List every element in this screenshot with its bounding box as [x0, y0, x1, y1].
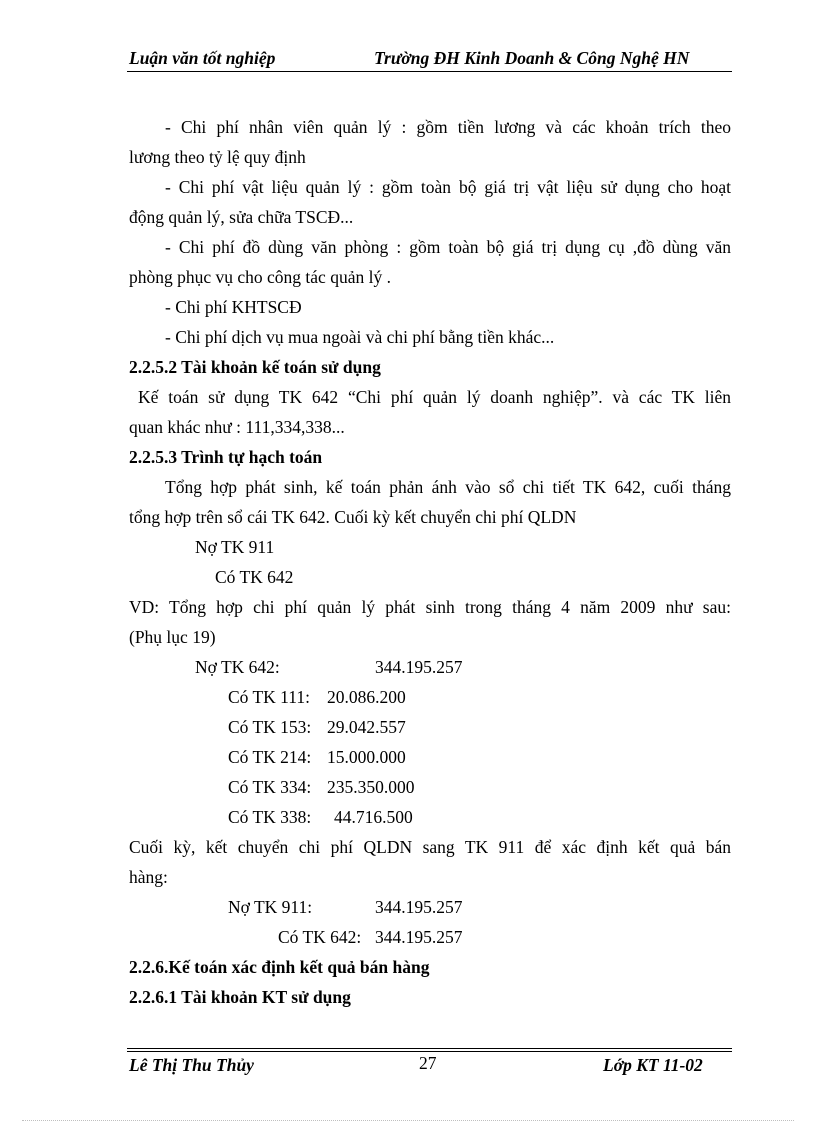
je-row [129, 652, 731, 682]
je-row [129, 682, 731, 712]
je2-label: Có TK 642: [278, 927, 362, 947]
footer-rule-bottom [127, 1051, 732, 1052]
p8-line2: (Phụ lục 19) [129, 627, 216, 647]
p2-line2: động quản lý, sửa chữa TSCĐ... [129, 207, 354, 227]
p7-line1: Tổng hợp phát sinh, kế toán phản ánh vào sổ chi tiết TK 642, cuối tháng [165, 477, 731, 497]
header-left: Luận văn tốt nghiệp [129, 48, 276, 68]
p1-line2: lương theo tỷ lệ quy định [129, 147, 306, 167]
p3-line2: phòng phục vụ cho công tác quản lý . [129, 267, 391, 287]
je-label: Có TK 214: [228, 747, 312, 767]
footer-rule-top [127, 1048, 732, 1049]
je2-label: Nợ TK 911: [228, 897, 313, 917]
p9-line1: Cuối kỳ, kết chuyển chi phí QLDN sang TK 911 để xác định kết quả bán [129, 837, 731, 857]
je2-row [129, 922, 731, 952]
entry-credit: Có TK 642 [215, 567, 294, 587]
je-label: Có TK 338: [228, 807, 312, 827]
je-amount: 29.042.557 [327, 717, 406, 737]
p8-line1: VD: Tổng hợp chi phí quản lý phát sinh trong tháng 4 năm 2009 như sau: [129, 597, 731, 617]
page-edge [22, 1120, 794, 1121]
heading-2-2-5-3: 2.2.5.3 Trình tự hạch toán [129, 447, 323, 467]
je-label: Có TK 153: [228, 717, 312, 737]
p1-line1: - Chi phí nhân viên quản lý : gồm tiền lương và các khoản trích theo [165, 117, 731, 137]
je-row [129, 802, 731, 832]
entry-debit: Nợ TK 911 [195, 537, 275, 557]
header-right: Trường ĐH Kinh Doanh & Công Nghệ HN [374, 48, 690, 68]
p3-line1: - Chi phí đồ dùng văn phòng : gồm toàn bộ giá trị dụng cụ ,đồ dùng văn [165, 237, 731, 257]
heading-2-2-6: 2.2.6.Kế toán xác định kết quả bán hàng [129, 957, 430, 977]
je-label: Có TK 111: [228, 687, 310, 707]
je-amount: 15.000.000 [327, 747, 406, 767]
page-body [129, 112, 731, 1012]
je-label: Nợ TK 642: [195, 657, 280, 677]
p7-line2: tổng hợp trên sổ cái TK 642. Cuối kỳ kết chuyển chi phí QLDN [129, 507, 577, 527]
heading-2-2-5-2: 2.2.5.2 Tài khoản kế toán sử dụng [129, 357, 381, 377]
je-amount: 235.350.000 [327, 777, 415, 797]
page-number: 27 [419, 1053, 437, 1073]
je-row [129, 742, 731, 772]
je-amount: 20.086.200 [327, 687, 406, 707]
je-row [129, 772, 731, 802]
je2-row [129, 892, 731, 922]
footer-class: Lớp KT 11-02 [603, 1055, 703, 1075]
je-amount: 344.195.257 [375, 657, 463, 677]
je-amount: 44.716.500 [334, 807, 413, 827]
p6-line1: Kế toán sử dụng TK 642 “Chi phí quản lý doanh nghiệp”. và các TK liên [138, 387, 731, 407]
je-label: Có TK 334: [228, 777, 312, 797]
je2-amount: 344.195.257 [375, 897, 463, 917]
p5: - Chi phí dịch vụ mua ngoài và chi phí bằng tiền khác... [165, 327, 555, 347]
p6-line2: quan khác như : 111,334,338... [129, 417, 345, 437]
je-row [129, 712, 731, 742]
p2-line1: - Chi phí vật liệu quản lý : gồm toàn bộ giá trị vật liệu sử dụng cho hoạt [165, 177, 731, 197]
heading-2-2-6-1: 2.2.6.1 Tài khoản KT sử dụng [129, 987, 351, 1007]
p9-line2: hàng: [129, 867, 168, 887]
p4: - Chi phí KHTSCĐ [165, 297, 302, 317]
je2-amount: 344.195.257 [375, 927, 463, 947]
footer-author: Lê Thị Thu Thủy [129, 1055, 254, 1075]
header-rule [127, 71, 732, 72]
